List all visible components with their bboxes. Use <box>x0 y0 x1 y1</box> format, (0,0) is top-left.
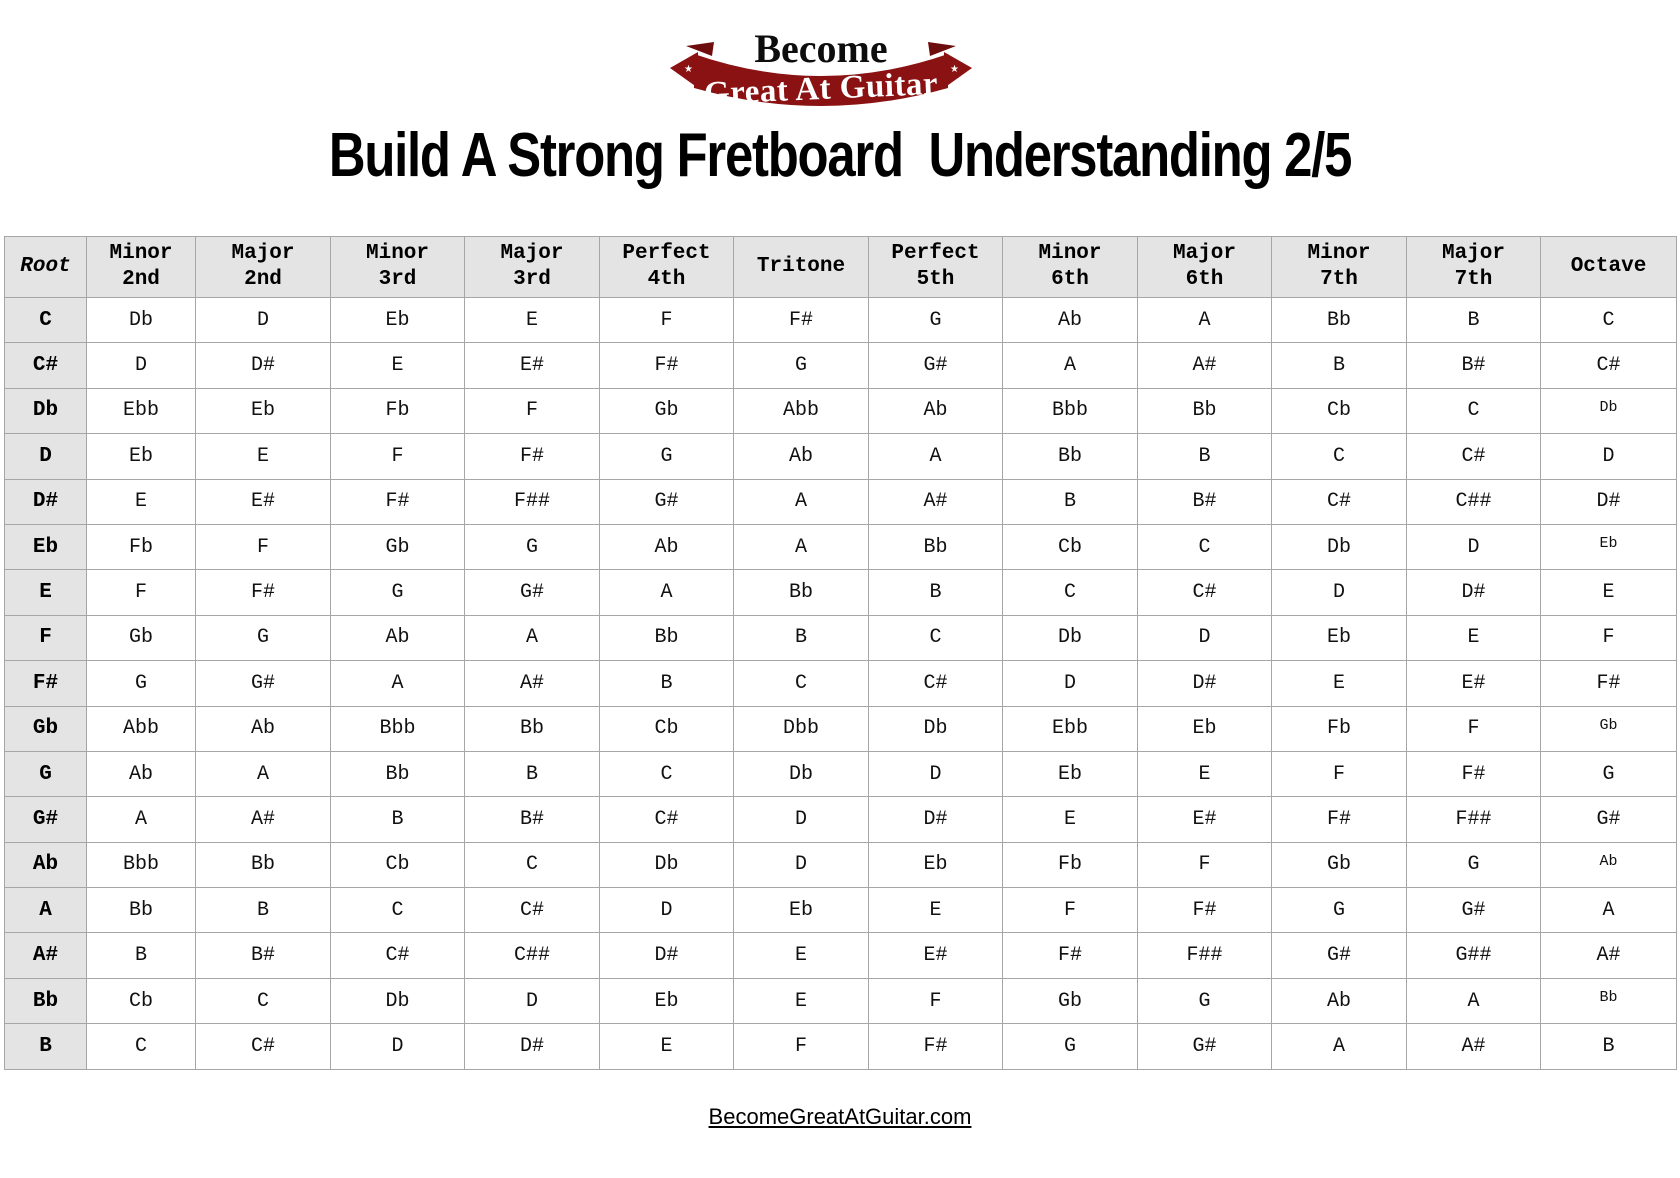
interval-note-cell: Bbb <box>87 842 196 887</box>
interval-note-cell: Eb <box>1541 524 1677 569</box>
interval-note-cell: F## <box>465 479 600 524</box>
table-row <box>5 842 1677 887</box>
logo-top-text: Become <box>754 26 888 71</box>
column-header <box>600 237 734 298</box>
interval-note-cell: Fb <box>1272 706 1407 751</box>
column-header-line: Major <box>1441 242 1505 265</box>
interval-note-cell: B <box>1003 479 1138 524</box>
interval-note-cell: E <box>1003 797 1138 842</box>
interval-note-cell: F <box>87 570 196 615</box>
interval-note-cell: C <box>465 842 600 887</box>
column-header <box>196 237 331 298</box>
interval-note-cell: Eb <box>869 842 1003 887</box>
interval-note-cell: Eb <box>600 978 734 1023</box>
interval-note-cell: E <box>734 978 869 1023</box>
column-header-line: Perfect <box>891 242 980 265</box>
interval-note-cell: C## <box>1407 479 1541 524</box>
table-body <box>5 298 1677 1070</box>
interval-note-cell: G# <box>1272 933 1407 978</box>
interval-note-cell: F <box>331 434 465 479</box>
interval-note-cell: F <box>1003 888 1138 933</box>
interval-note-cell: Dbb <box>734 706 869 751</box>
interval-note-cell: Bb <box>869 524 1003 569</box>
interval-note-cell: Gb <box>331 524 465 569</box>
interval-note-cell: E# <box>869 933 1003 978</box>
interval-note-cell: C <box>869 615 1003 660</box>
interval-note-cell: Eb <box>196 388 331 433</box>
interval-note-cell: C# <box>1407 434 1541 479</box>
interval-note-cell: G# <box>1541 797 1677 842</box>
table-row <box>5 1024 1677 1069</box>
column-header <box>465 237 600 298</box>
interval-note-cell: G# <box>1138 1024 1272 1069</box>
interval-note-cell: D <box>600 888 734 933</box>
interval-note-cell: Fb <box>1003 842 1138 887</box>
column-header-line: Minor <box>1038 242 1102 265</box>
root-note-cell: F# <box>5 661 87 706</box>
interval-note-cell: F <box>196 524 331 569</box>
interval-note-cell: E <box>1138 751 1272 796</box>
interval-note-cell: C <box>1003 570 1138 615</box>
interval-note-cell: Bbb <box>331 706 465 751</box>
interval-note-cell: C# <box>465 888 600 933</box>
interval-note-cell: Eb <box>87 434 196 479</box>
table-row <box>5 706 1677 751</box>
interval-note-cell: D# <box>869 797 1003 842</box>
interval-note-cell: F# <box>734 298 869 343</box>
column-header <box>1138 237 1272 298</box>
interval-note-cell: G## <box>1407 933 1541 978</box>
interval-note-cell: A# <box>1407 1024 1541 1069</box>
interval-note-cell: C <box>600 751 734 796</box>
interval-note-cell: B <box>600 661 734 706</box>
interval-note-cell: Ab <box>600 524 734 569</box>
interval-note-cell: F# <box>869 1024 1003 1069</box>
page-title: Build A Strong Fretboard Understanding 2/5 <box>328 121 1352 190</box>
column-header-line: 2nd <box>244 268 282 291</box>
column-header <box>1407 237 1541 298</box>
column-header-line: 2nd <box>122 268 160 291</box>
interval-note-cell: B <box>1541 1024 1677 1069</box>
interval-note-cell: F <box>1138 842 1272 887</box>
column-header <box>869 237 1003 298</box>
interval-note-cell: B# <box>1407 343 1541 388</box>
interval-note-cell: E <box>1407 615 1541 660</box>
interval-note-cell: D <box>734 842 869 887</box>
header-row <box>5 237 1677 298</box>
root-note-cell: C <box>5 298 87 343</box>
interval-note-cell: D <box>734 797 869 842</box>
interval-note-cell: E <box>600 1024 734 1069</box>
svg-text:★: ★ <box>684 64 693 75</box>
interval-note-cell: Ab <box>87 751 196 796</box>
root-note-cell: D <box>5 434 87 479</box>
interval-note-cell: Cb <box>1003 524 1138 569</box>
table-row <box>5 343 1677 388</box>
interval-note-cell: Db <box>600 842 734 887</box>
interval-note-cell: Bbb <box>1003 388 1138 433</box>
interval-note-cell: Db <box>1541 388 1677 433</box>
interval-note-cell: G <box>196 615 331 660</box>
interval-note-cell: Bb <box>196 842 331 887</box>
interval-note-cell: D# <box>465 1024 600 1069</box>
root-note-cell: Db <box>5 388 87 433</box>
interval-note-cell: Ab <box>734 434 869 479</box>
interval-note-cell: D <box>1003 661 1138 706</box>
table-row <box>5 570 1677 615</box>
interval-note-cell: E# <box>465 343 600 388</box>
interval-note-cell: Cb <box>1272 388 1407 433</box>
interval-note-cell: Cb <box>331 842 465 887</box>
column-header-line: Octave <box>1570 255 1647 278</box>
interval-note-cell: Ebb <box>1003 706 1138 751</box>
logo-banner-text: Great At Guitar <box>703 65 939 113</box>
interval-note-cell: A <box>1407 978 1541 1023</box>
column-header <box>87 237 196 298</box>
interval-note-cell: C# <box>1138 570 1272 615</box>
root-note-cell: B <box>5 1024 87 1069</box>
interval-note-cell: F# <box>196 570 331 615</box>
interval-note-cell: Db <box>331 978 465 1023</box>
interval-note-cell: A <box>734 524 869 569</box>
interval-note-cell: C# <box>869 661 1003 706</box>
interval-note-cell: Eb <box>331 298 465 343</box>
interval-note-cell: F# <box>1407 751 1541 796</box>
column-header <box>1003 237 1138 298</box>
table-row <box>5 524 1677 569</box>
column-header-line: Tritone <box>756 255 846 278</box>
interval-note-cell: G <box>1407 842 1541 887</box>
interval-note-cell: B <box>1407 298 1541 343</box>
interval-note-cell: Bb <box>1138 388 1272 433</box>
interval-note-cell: B# <box>1138 479 1272 524</box>
interval-note-cell: E <box>869 888 1003 933</box>
column-header-line: Major <box>1172 242 1236 265</box>
interval-note-cell: Bb <box>1272 298 1407 343</box>
interval-note-cell: F# <box>1541 661 1677 706</box>
interval-note-cell: Bb <box>87 888 196 933</box>
interval-note-cell: Ebb <box>87 388 196 433</box>
column-header-line: 3rd <box>378 268 417 291</box>
root-note-cell: Gb <box>5 706 87 751</box>
interval-note-cell: Gb <box>1272 842 1407 887</box>
interval-note-cell: D <box>331 1024 465 1069</box>
interval-note-cell: G <box>734 343 869 388</box>
root-note-cell: A# <box>5 933 87 978</box>
interval-note-cell: C <box>87 1024 196 1069</box>
interval-note-cell: E <box>1272 661 1407 706</box>
interval-note-cell: Bb <box>600 615 734 660</box>
interval-note-cell: Ab <box>1003 298 1138 343</box>
interval-note-cell: B <box>869 570 1003 615</box>
interval-note-cell: B <box>734 615 869 660</box>
interval-note-cell: G <box>1541 751 1677 796</box>
table-row <box>5 388 1677 433</box>
interval-note-cell: E <box>465 298 600 343</box>
root-note-cell: Ab <box>5 842 87 887</box>
interval-note-cell: Bb <box>1541 978 1677 1023</box>
interval-note-cell: Ab <box>196 706 331 751</box>
interval-note-cell: G <box>600 434 734 479</box>
column-header-line: 7th <box>1454 268 1493 291</box>
column-header-line: 6th <box>1185 268 1224 291</box>
interval-note-cell: E# <box>196 479 331 524</box>
table-row <box>5 797 1677 842</box>
interval-note-cell: E# <box>1407 661 1541 706</box>
interval-note-cell: Eb <box>1272 615 1407 660</box>
column-header-line: 3rd <box>513 268 551 291</box>
interval-note-cell: G# <box>196 661 331 706</box>
interval-note-cell: C <box>331 888 465 933</box>
interval-note-cell: C# <box>331 933 465 978</box>
interval-note-cell: Cb <box>600 706 734 751</box>
interval-note-cell: F## <box>1138 933 1272 978</box>
interval-note-cell: A# <box>869 479 1003 524</box>
table-row <box>5 434 1677 479</box>
root-note-cell: D# <box>5 479 87 524</box>
interval-note-cell: E <box>331 343 465 388</box>
interval-note-cell: D <box>87 343 196 388</box>
root-note-cell: C# <box>5 343 87 388</box>
interval-note-cell: D <box>1272 570 1407 615</box>
interval-note-cell: G <box>465 524 600 569</box>
table-row <box>5 298 1677 343</box>
interval-note-cell: Db <box>1272 524 1407 569</box>
interval-note-cell: A <box>1138 298 1272 343</box>
interval-note-cell: F <box>1407 706 1541 751</box>
interval-note-cell: G# <box>600 479 734 524</box>
interval-note-cell: C <box>1407 388 1541 433</box>
interval-note-cell: A <box>734 479 869 524</box>
interval-note-cell: C <box>734 661 869 706</box>
interval-note-cell: A <box>869 434 1003 479</box>
column-header-line: 6th <box>1051 268 1089 291</box>
interval-note-cell: F <box>869 978 1003 1023</box>
logo <box>668 26 974 113</box>
column-header-line: 7th <box>1320 268 1358 291</box>
interval-note-cell: C# <box>196 1024 331 1069</box>
column-header-line: Minor <box>1307 242 1371 265</box>
interval-note-cell: Bb <box>331 751 465 796</box>
interval-note-cell: A <box>600 570 734 615</box>
interval-note-cell: F <box>465 388 600 433</box>
table-row <box>5 661 1677 706</box>
interval-note-cell: C <box>1272 434 1407 479</box>
interval-note-cell: B# <box>196 933 331 978</box>
interval-note-cell: F# <box>465 434 600 479</box>
interval-note-cell: A# <box>1541 933 1677 978</box>
interval-note-cell: Abb <box>87 706 196 751</box>
interval-note-cell: Bb <box>465 706 600 751</box>
interval-note-cell: C# <box>600 797 734 842</box>
footer-website-link[interactable]: BecomeGreatAtGuitar.com <box>708 1104 972 1129</box>
interval-note-cell: B <box>1272 343 1407 388</box>
interval-note-cell: A# <box>465 661 600 706</box>
interval-note-cell: Abb <box>734 388 869 433</box>
interval-note-cell: B# <box>465 797 600 842</box>
root-note-cell: Eb <box>5 524 87 569</box>
column-header-line: Perfect <box>622 242 711 265</box>
interval-note-cell: G <box>1272 888 1407 933</box>
interval-note-cell: A <box>196 751 331 796</box>
interval-note-cell: B <box>331 797 465 842</box>
interval-note-cell: B <box>465 751 600 796</box>
table-row <box>5 751 1677 796</box>
root-note-cell: A <box>5 888 87 933</box>
interval-note-cell: G# <box>869 343 1003 388</box>
interval-note-cell: Bb <box>1003 434 1138 479</box>
interval-note-cell: Gb <box>1003 978 1138 1023</box>
interval-note-cell: D# <box>600 933 734 978</box>
interval-note-cell: D <box>1138 615 1272 660</box>
interval-note-cell: F# <box>1272 797 1407 842</box>
interval-note-cell: D# <box>1138 661 1272 706</box>
interval-note-cell: Cb <box>87 978 196 1023</box>
interval-note-cell: G <box>1138 978 1272 1023</box>
interval-note-cell: F <box>734 1024 869 1069</box>
interval-note-cell: D <box>1407 524 1541 569</box>
column-header <box>1272 237 1407 298</box>
interval-note-cell: D <box>1541 434 1677 479</box>
interval-note-cell: Db <box>87 298 196 343</box>
interval-table <box>4 236 1677 1070</box>
interval-note-cell: Eb <box>734 888 869 933</box>
interval-note-cell: F <box>1541 615 1677 660</box>
interval-note-cell: D# <box>1407 570 1541 615</box>
interval-note-cell: A <box>1003 343 1138 388</box>
interval-note-cell: F# <box>1003 933 1138 978</box>
interval-note-cell: E# <box>1138 797 1272 842</box>
interval-note-cell: Eb <box>1138 706 1272 751</box>
interval-note-cell: E <box>87 479 196 524</box>
interval-note-cell: C <box>1541 298 1677 343</box>
interval-note-cell: A <box>331 661 465 706</box>
interval-note-cell: G <box>331 570 465 615</box>
svg-text:★: ★ <box>950 64 959 75</box>
column-header-line: 4th <box>647 268 686 291</box>
root-note-cell: E <box>5 570 87 615</box>
interval-note-cell: E <box>196 434 331 479</box>
interval-note-cell: Gb <box>600 388 734 433</box>
interval-note-cell: Fb <box>331 388 465 433</box>
root-note-cell: Bb <box>5 978 87 1023</box>
interval-note-cell: A <box>1272 1024 1407 1069</box>
interval-note-cell: A <box>1541 888 1677 933</box>
interval-note-cell: F# <box>331 479 465 524</box>
interval-note-cell: Fb <box>87 524 196 569</box>
column-header <box>1541 237 1677 298</box>
root-note-cell: G# <box>5 797 87 842</box>
column-header <box>331 237 465 298</box>
table-row <box>5 479 1677 524</box>
interval-note-cell: Eb <box>1003 751 1138 796</box>
column-header-line: Major <box>500 242 564 265</box>
interval-note-cell: B <box>1138 434 1272 479</box>
interval-note-cell: D <box>465 978 600 1023</box>
interval-note-cell: Gb <box>87 615 196 660</box>
interval-note-cell: Db <box>1003 615 1138 660</box>
interval-note-cell: B <box>196 888 331 933</box>
root-column-header: Root <box>5 237 87 298</box>
interval-note-cell: A <box>465 615 600 660</box>
interval-note-cell: E <box>1541 570 1677 615</box>
column-header-line: 5th <box>916 268 955 291</box>
interval-note-cell: F## <box>1407 797 1541 842</box>
column-header-line: Minor <box>109 242 173 265</box>
interval-note-cell: Ab <box>331 615 465 660</box>
interval-note-cell: G <box>87 661 196 706</box>
table-row <box>5 933 1677 978</box>
interval-note-cell: Db <box>869 706 1003 751</box>
interval-note-cell: G# <box>465 570 600 615</box>
interval-note-cell: Bb <box>734 570 869 615</box>
root-note-cell: G <box>5 751 87 796</box>
interval-note-cell: C# <box>1272 479 1407 524</box>
interval-note-cell: D <box>196 298 331 343</box>
interval-note-cell: Db <box>734 751 869 796</box>
interval-note-cell: F# <box>600 343 734 388</box>
table-row <box>5 888 1677 933</box>
interval-note-cell: F# <box>1138 888 1272 933</box>
interval-note-cell: F <box>600 298 734 343</box>
table-row <box>5 615 1677 660</box>
interval-note-cell: G# <box>1407 888 1541 933</box>
interval-note-cell: A# <box>1138 343 1272 388</box>
table-row <box>5 978 1677 1023</box>
interval-note-cell: C# <box>1541 343 1677 388</box>
interval-note-cell: D# <box>196 343 331 388</box>
interval-note-cell: Gb <box>1541 706 1677 751</box>
interval-note-cell: Ab <box>869 388 1003 433</box>
interval-note-cell: E <box>734 933 869 978</box>
interval-note-cell: F <box>1272 751 1407 796</box>
interval-note-cell: G <box>1003 1024 1138 1069</box>
root-note-cell: F <box>5 615 87 660</box>
interval-note-cell: G <box>869 298 1003 343</box>
interval-note-cell: Ab <box>1541 842 1677 887</box>
interval-note-cell: C <box>196 978 331 1023</box>
column-header-line: Minor <box>365 242 429 265</box>
column-header-line: Major <box>231 242 295 265</box>
interval-note-cell: D <box>869 751 1003 796</box>
interval-note-cell: A <box>87 797 196 842</box>
interval-note-cell: B <box>87 933 196 978</box>
interval-note-cell: C## <box>465 933 600 978</box>
interval-note-cell: Ab <box>1272 978 1407 1023</box>
interval-note-cell: D# <box>1541 479 1677 524</box>
interval-note-cell: C <box>1138 524 1272 569</box>
interval-note-cell: A# <box>196 797 331 842</box>
column-header <box>734 237 869 298</box>
